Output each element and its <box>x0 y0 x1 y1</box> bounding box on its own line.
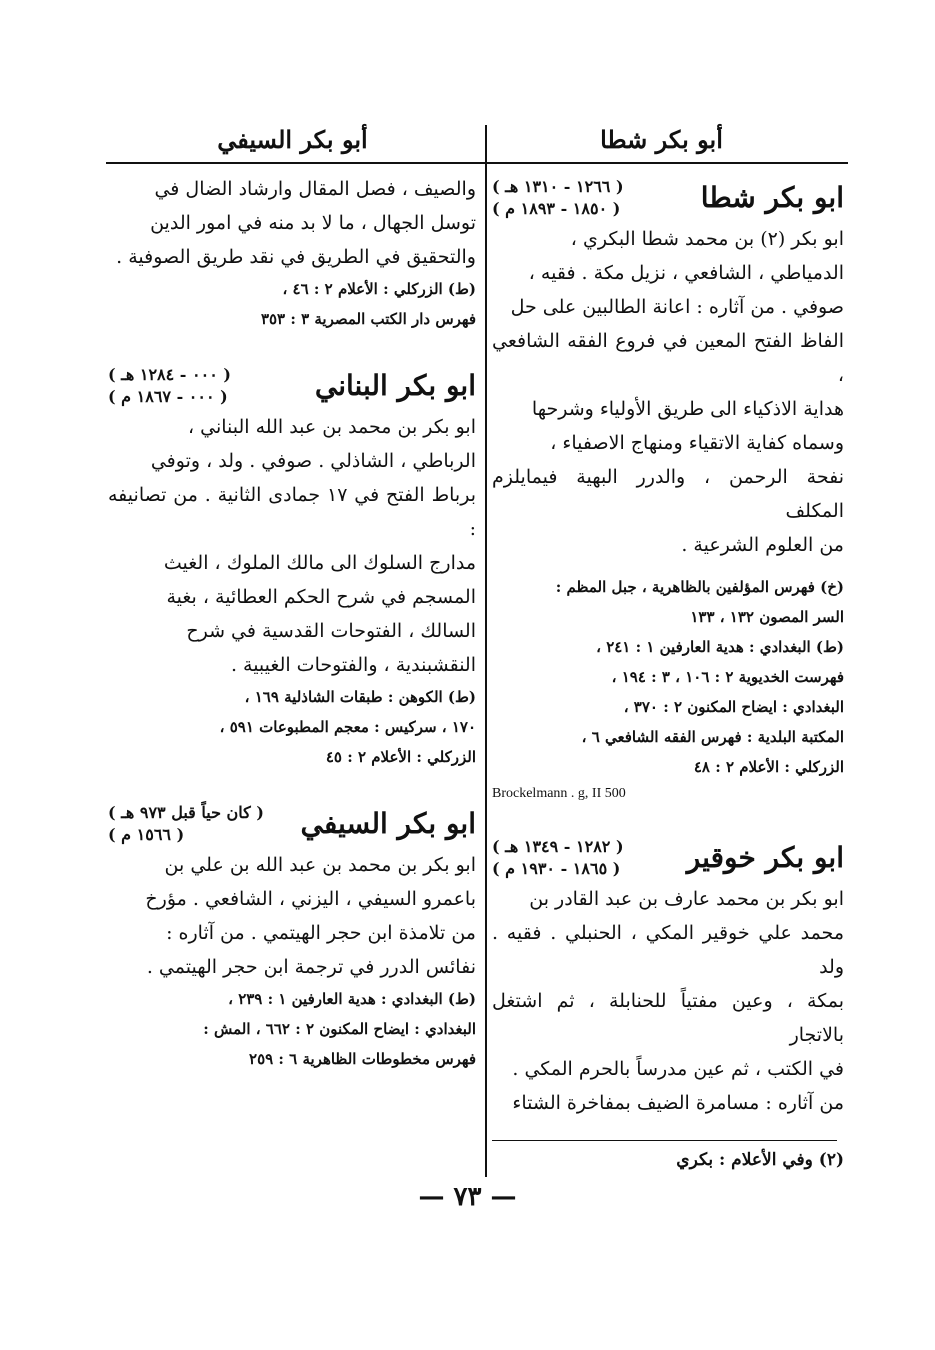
dates-gregorian: ( ١٨٦٥ - ١٩٣٠ م ) <box>492 859 621 878</box>
entry-line: ابو بكر بن محمد بن عبد الله بن علي بن <box>164 854 476 876</box>
dates-hijri: ( كان حياً قبل ٩٧٣ هـ ) <box>108 803 264 822</box>
entry-gap <box>108 334 476 360</box>
dates-hijri: ( ١٢٦٦ - ١٣١٠ هـ ) <box>492 177 624 196</box>
entry-line: باعمرو السيفي ، اليزني ، الشافعي . مؤرخ <box>145 888 476 910</box>
entry-line: وسماه كفاية الاتقياء ومنهاج الاصفياء ، <box>550 432 844 454</box>
running-header <box>108 118 846 162</box>
entry-line: برباط الفتح في ١٧ جمادى الثانية . من تصانيفه : <box>108 484 476 540</box>
reference-line: فهرست الخديوية ٢ : ١٠٦ ، ٣ : ١٩٤ ، <box>611 668 844 686</box>
reference-line: الزركلي : الأعلام ٢ : ٤٨ <box>693 758 844 776</box>
reference-line: المكتبة البلدية : فهرس الفقه الشافعي ٦ ، <box>581 728 844 746</box>
entry-line: هداية الاذكياء الى طريق الأولياء وشرحها <box>531 398 844 420</box>
entry-line: الفاظ الفتح المعين في فروع الفقه الشافعي ، <box>492 330 844 386</box>
entry-dates <box>108 364 231 408</box>
header-right-title: أبو بكر شطا <box>600 125 723 154</box>
header-left-title: أبو بكر السيفي <box>217 125 368 154</box>
dates-gregorian: ( ١٥٦٦ م ) <box>108 825 185 844</box>
entry-line: توسل الجهال ، ما لا بد منه في امور الدين <box>150 212 476 234</box>
footnote: (٢) وفي الأعلام : بكري <box>676 1150 844 1170</box>
reference-line: فهرس دار الكتب المصرية ٣ : ٣٥٣ <box>260 310 476 328</box>
dates-hijri: ( ٠٠٠ - ١٢٨٤ هـ ) <box>108 365 231 384</box>
footnote-rule <box>492 1140 837 1141</box>
entry-gap <box>492 806 844 832</box>
entry-dates <box>108 802 264 846</box>
entry-line: من آثاره : مسامرة الضيف بمفاخرة الشتاء <box>512 1092 844 1114</box>
right-column <box>492 172 844 1120</box>
header-rule <box>106 162 848 164</box>
entry-name: ابو بكر خوقير <box>686 841 844 874</box>
reference-line: السر المصون ١٣٢ ، ١٣٣ <box>690 608 844 626</box>
entry-line: في الكتب ، ثم عين مدرساً بالحرم المكي . <box>512 1058 844 1080</box>
entry-line: والصيف ، فصل المقال وارشاد الضال في <box>154 178 476 200</box>
entry-line: الرباطي ، الشاذلي . صوفي . ولد ، وتوفي <box>150 450 476 472</box>
entry-line: والتحقيق في الطريق في نقد طريق الصوفية . <box>116 246 476 268</box>
column-divider <box>485 125 487 1177</box>
reference-line: البغدادي : ايضاح المكنون ٢ : ٦٦٢ ، المش : <box>203 1020 476 1038</box>
reference-line: فهرس مخطوطات الظاهرية ٦ : ٢٥٩ <box>249 1050 476 1068</box>
entry-line: ابو بكر بن محمد عارف بن عبد القادر بن <box>529 888 844 910</box>
entry-line: محمد علي خوقير المكي ، الحنبلي . فقيه . ولد <box>492 922 844 978</box>
reference-line: (ط) الزركلي : الأعلام ٢ : ٤٦ ، <box>282 280 476 298</box>
entry-line: مدارج السلوك الى مالك الملوك ، الغيث <box>163 552 476 574</box>
entry-name: ابو بكر البناني <box>314 369 476 402</box>
reference-line: (ط) البغدادي : هدية العارفين ١ : ٢٣٩ ، <box>228 990 476 1008</box>
reference-line: ١٧٠ ، سركيس : معجم المطبوعات ٥٩١ ، <box>219 718 476 736</box>
page-number: — ٧٣ — <box>418 1182 517 1212</box>
dates-hijri: ( ١٢٨٢ - ١٣٤٩ هـ ) <box>492 837 624 856</box>
reference-line: (ط) الكوهن : طبقات الشاذلية ١٦٩ ، <box>244 688 476 706</box>
reference-line: (خ) فهرس المؤلفين بالظاهرية ، جبل المظم : <box>555 578 844 596</box>
entry-dates <box>492 836 624 880</box>
entry-line: من تلامذة ابن حجر الهيتمي . من آثاره : <box>166 922 476 944</box>
entry-heading-shatta <box>492 176 844 220</box>
entry-heading-bannani <box>108 364 476 408</box>
entry-line: ابو بكر (٢) بن محمد شطا البكري ، <box>570 228 844 250</box>
entry-line: صوفي . من آثاره : اعانة الطالبين على حل <box>510 296 844 318</box>
entry-dates <box>492 176 624 220</box>
latin-reference: Brockelmann . g, II 500 <box>492 786 626 801</box>
entry-gap <box>108 772 476 798</box>
left-column <box>108 172 476 1074</box>
dates-gregorian: ( ١٨٥٠ - ١٨٩٣ م ) <box>492 199 621 218</box>
entry-line: ابو بكر بن محمد بن عبد الله البناني ، <box>187 416 476 438</box>
entry-heading-saifi <box>108 802 476 846</box>
entry-line: الدمياطي ، الشافعي ، نزيل مكة . فقيه ، <box>528 262 844 284</box>
entry-heading-khoqeer <box>492 836 844 880</box>
reference-line: البغدادي : ايضاح المكنون ٢ : ٣٧٠ ، <box>623 698 844 716</box>
entry-line: من العلوم الشرعية . <box>681 534 844 556</box>
entry-name: ابو بكر شطا <box>700 181 844 214</box>
entry-line: السالك ، الفتوحات القدسية في شرح <box>186 620 476 642</box>
entry-line: نفائس الدرر في ترجمة ابن حجر الهيتمي . <box>146 956 476 978</box>
entry-line: المسجم في شرح الحكم العطائية ، بغية <box>166 586 476 608</box>
entry-line: نفحة الرحمن ، والدرر البهية فيمايلزم المكلف <box>492 466 844 522</box>
entry-name: ابو بكر السيفي <box>300 807 476 840</box>
dates-gregorian: ( ٠٠٠ - ١٨٦٧ م ) <box>108 387 228 406</box>
entry-line: النقشبندية ، والفتوحات الغيبية . <box>230 654 476 676</box>
entry-line: بمكة ، وعين مفتياً للحنابلة ، ثم اشتغل بالاتجار <box>492 990 844 1046</box>
reference-line: (ط) البغدادي : هدية العارفين ١ : ٢٤١ ، <box>596 638 844 656</box>
reference-line: الزركلي : الأعلام ٢ : ٤٥ <box>325 748 476 766</box>
